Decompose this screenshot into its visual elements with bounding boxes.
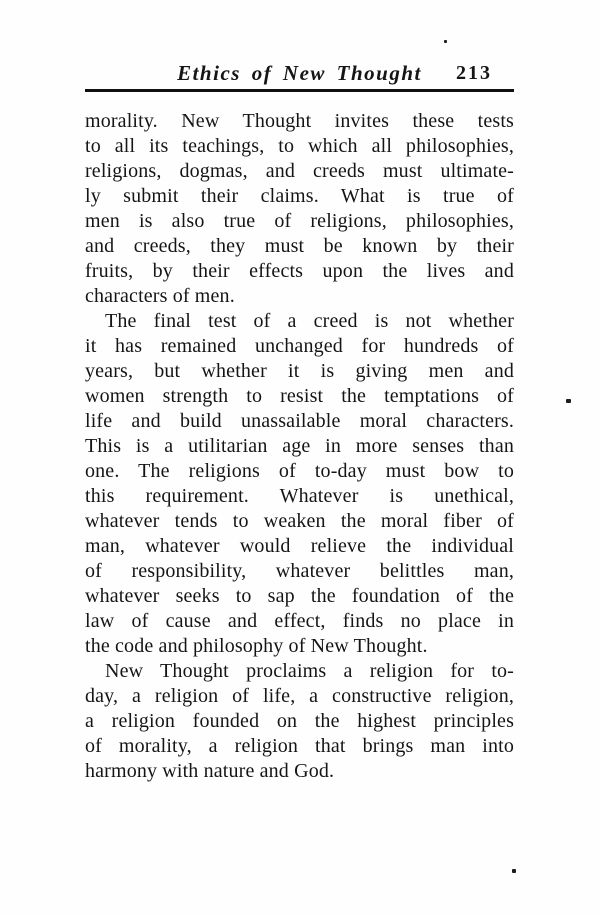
running-head	[85, 61, 514, 89]
text-line: characters of men.	[85, 285, 235, 307]
text-line: this requirement. Whatever is unethical,	[85, 485, 514, 507]
text-line: whatever tends to weaken the moral fiber of	[85, 510, 514, 532]
text-line: men is also true of religions, philosophies,	[85, 210, 514, 232]
running-title: Ethics of New Thought	[177, 61, 422, 85]
paragraph	[85, 659, 514, 784]
paragraph	[85, 309, 514, 659]
text-line: of morality, a religion that brings man into	[85, 735, 514, 757]
scan-speck	[566, 399, 571, 403]
text-line: the code and philosophy of New Thought.	[85, 635, 428, 657]
text-line: whatever seeks to sap the foundation of the	[85, 585, 514, 607]
text-line: morality. New Thought invites these tests	[85, 110, 514, 132]
text-line: it has remained unchanged for hundreds of	[85, 335, 514, 357]
text-line: New Thought proclaims a religion for to-	[105, 660, 514, 682]
page-number: 213	[456, 62, 492, 84]
text-line: women strength to resist the temptations of	[85, 385, 514, 407]
text-line: man, whatever would relieve the individual	[85, 535, 514, 557]
text-line: to all its teachings, to which all philosophies,	[85, 135, 514, 157]
text-line: life and build unassailable moral characters.	[85, 410, 514, 432]
scan-speck	[512, 869, 516, 873]
text-line: law of cause and effect, finds no place in	[85, 610, 514, 632]
text-line: years, but whether it is giving men and	[85, 360, 514, 382]
paragraph	[85, 109, 514, 309]
text-line: ly submit their claims. What is true of	[85, 185, 514, 207]
text-line: a religion founded on the highest principles	[85, 710, 514, 732]
text-line: one. The religions of to-day must bow to	[85, 460, 514, 482]
header-rule	[85, 89, 514, 92]
scan-speck	[444, 40, 447, 43]
text-line: day, a religion of life, a constructive religion,	[85, 685, 514, 707]
text-line: The final test of a creed is not whether	[105, 310, 514, 332]
body-text	[85, 109, 514, 784]
text-line: fruits, by their effects upon the lives and	[85, 260, 514, 282]
text-line: and creeds, they must be known by their	[85, 235, 514, 257]
text-line: religions, dogmas, and creeds must ultimate-	[85, 160, 514, 182]
text-line: This is a utilitarian age in more senses than	[85, 435, 514, 457]
text-line: harmony with nature and God.	[85, 760, 335, 782]
text-line: of responsibility, whatever belittles man,	[85, 560, 514, 582]
